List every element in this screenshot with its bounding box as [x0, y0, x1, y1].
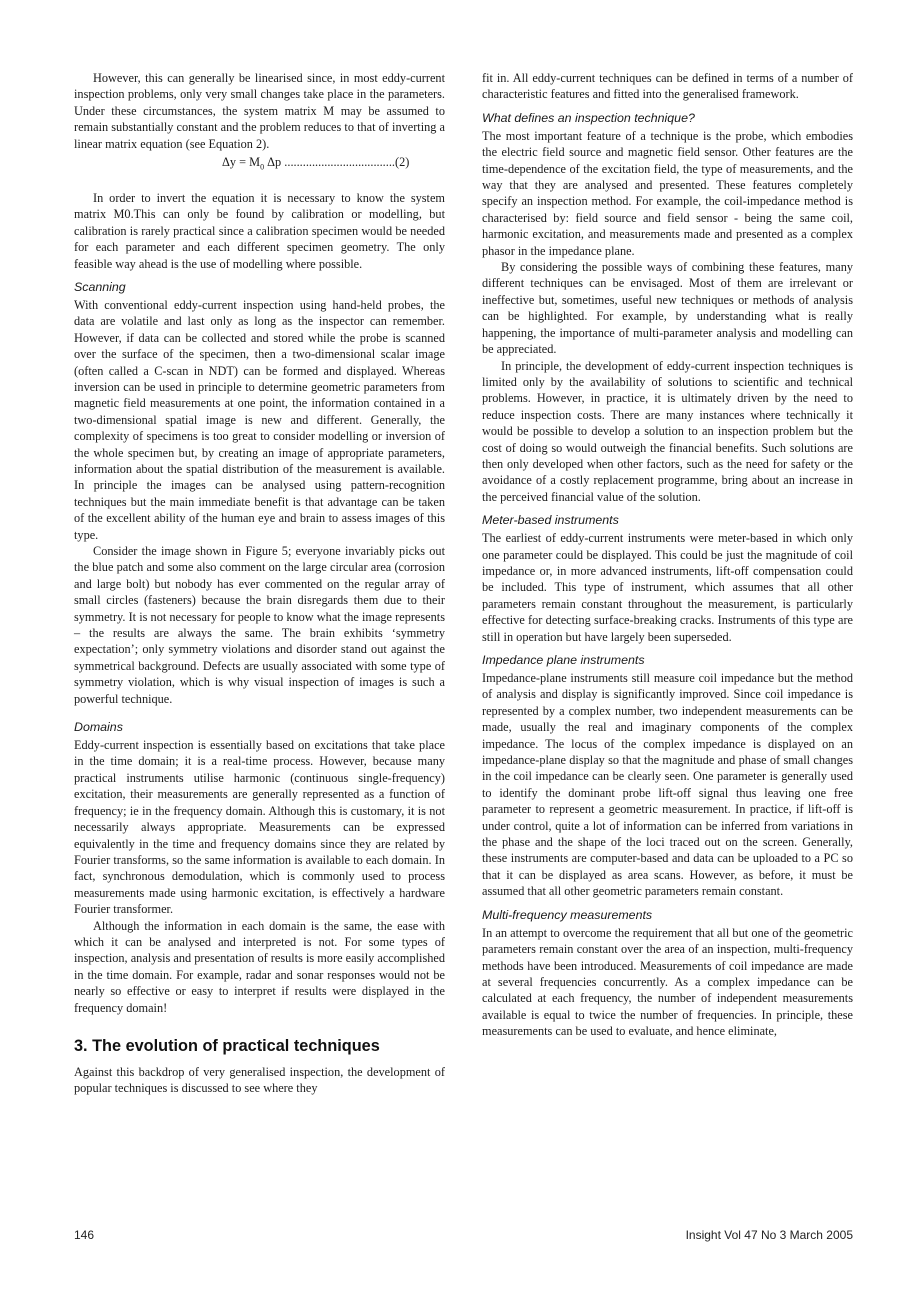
equation-subscript: 0 — [260, 162, 265, 172]
journal-citation: Insight Vol 47 No 3 March 2005 — [685, 1228, 853, 1242]
equation-body-right: Δp — [264, 155, 282, 170]
equation-2 — [74, 154, 445, 176]
subheading-what-defines: What defines an inspection technique? — [482, 110, 695, 125]
paragraph: The earliest of eddy-current instruments were meter-based in which only one parameter could be displayed. This could be just the magnitude of coil impedance or, in more advanced instruments, lift-off compensation could be included. This type of instrument, which assumes that all other parameters remain constant throughout the measurement, is particularly effective for detecting surface-breaking cracks. Instruments of this type are still in operation but have largely been superseded. — [482, 531, 853, 644]
paragraph: In order to invert the equation it is necessary to know the system matrix M0.This can only be found by calibration or modelling, but calibration is rarely practical since a calibration specimen would be needed for each parameter and each different specimen geometry. The only feasible way ahead is the use of modelling where possible. — [74, 190, 445, 271]
paragraph: The most important feature of a technique is the probe, which embodies the electric field source and magnetic field sensor. Other features are the time-dependence of the excitation field, the type of measurements, and the way that they are analysed and presented. These features completely specify an inspection method. For example, the coil-impedance method is characterised by: field source and field sensor - being the same coil, harmonic excitation, and measurements made and presented as a complex phasor in the impedance plane. — [482, 128, 853, 258]
equation-number: ....................................(2) — [284, 155, 410, 170]
paragraph: Impedance-plane instruments still measure coil impedance but the method of analysis and display is significantly improved. Since coil impedance is represented by a complex number, two independent measurements can be made, usually the real and imaginary components of the complex impedance. The locus of the complex impedance is displayed on an impedance-plane display so that the magnitude and phase of small changes in the coil impedance can be clearly seen. One parameter is generally used to identify the dominant probe lift-off signal thus leaving one free parameter to represent a geometric measurement. In practice, if lift-off is under control, quite a lot of information can be inferred from variations in the phase and the shape of the loci traced out on the screen. Generally, these instruments are computer-based and data can be uploaded to a PC so that it can be displayed as area scans. However, as before, it must be assumed that all other geometric parameters remain constant. — [482, 671, 853, 899]
paragraph: Against this backdrop of very generalised inspection, the development of popular techniques is discussed to see where they — [74, 1064, 445, 1096]
paragraph: Consider the image shown in Figure 5; everyone invariably picks out the blue patch and some also comment on the large circular area (corrosion and large bolt) but nobody has ever commented on the regular array of small circles (fasteners) because the brain disregards them due to their symmetry. It is not necessary for people to know what the image represents – the results are always the same. The brain exhibits ‘symmetry expectation’; only symmetry violations and disorder stand out against the symmetrical background. Defects are usually associated with some type of symmetry violation, which is why visual inspection of images is such a powerful technique. — [74, 544, 445, 706]
subheading-meter-based: Meter-based instruments — [482, 513, 619, 528]
paragraph: With conventional eddy-current inspection using hand-held probes, the data are volatile and last only as long as the inspector can remember. However, if data can be collected and stored while the probe is scanned over the surface of the specimen, then a two-dimensional scalar image (often called a C-scan in NDT) can be formed and displayed. Whereas inversion can be used in principle to determine geometric parameters from magnetic field measurements at one point, the information contained in a two-dimensional spatial image is new and different. Generally, the complexity of specimens is too great to consider modelling or inversion of the whole specimen but, by creating an image of appropriate parameters, information about the spatial distribution of the measurement is available. In principle the images can be analysed using pattern-recognition techniques but the main immediate benefit is that advantage can be taken of the excellent ability of the human eye and brain to assess images of this type. — [74, 297, 445, 542]
paragraph: In principle, the development of eddy-current inspection techniques is limited only by the availability of solutions to scientific and technical problems. However, in practice, it is ultimately driven by the need to reduce inspection costs. There are many instances where technically it would be possible to develop a solution to an inspection problem but the cost of doing so would outweigh the financial benefits. Such solutions are then only developed when other factors, such as the need for safety or the avoidance of a costly replacement programme, bring about an increase in the perceived financial value of the solution. — [482, 358, 853, 504]
paragraph: However, this can generally be linearised since, in most eddy-current inspection problems, only very small changes take place in the parameters. Under these circumstances, the system matrix M may be assumed to remain substantially constant and the problem reduces to that of inverting a linear matrix equation (see Equation 2). — [74, 71, 445, 151]
paragraph: fit in. All eddy-current techniques can be defined in terms of a number of characteristic features and fitted into the generalised framework. — [482, 71, 853, 102]
paragraph: In an attempt to overcome the requirement that all but one of the geometric parameters remain constant over the area of an inspection, multi-frequency methods have been introduced. Measurements of coil impedance are made at several frequencies concurrently. As a complex impedance can be calculated at each frequency, the number of independent measurements available is equal to twice the number of frequencies. In principle, these measurements can be used to evaluate, and hence eliminate, — [482, 925, 853, 1039]
page-number: 146 — [74, 1228, 95, 1242]
right-column — [482, 70, 853, 1040]
subheading-impedance-plane: Impedance plane instruments — [482, 653, 645, 667]
paragraph: Eddy-current inspection is essentially based on excitations that take place in the time domain; it is a real-time process. However, because many practical instruments utilise harmonic (continuous single-frequency) excitation, their measurements are generally represented as a function of frequency; ie in the frequency domain. Although this is customary, it is not necessarily always appropriate. Measurements can be expressed equivalently in the time and frequency domains since they are related by Fourier transforms, so the same information is available to each domain. In fact, synchronous demodulation, which is commonly used to process measurements made using harmonic excitation, is effectively a hardware Fourier transformer. — [74, 738, 445, 917]
subheading-domains: Domains — [74, 720, 123, 735]
subheading-multi-frequency: Multi-frequency measurements — [482, 907, 653, 922]
section-heading: 3. The evolution of practical techniques — [74, 1036, 380, 1055]
paragraph: Although the information in each domain is the same, the ease with which it can be analysed and interpreted is not. For some types of inspection, analysis and presentation of results is more easily accomplished in the time domain. For example, radar and sonar responses would not be nearly so effective or easy to interpret if results were displayed in the frequency domain! — [74, 918, 445, 1015]
paragraph: By considering the possible ways of combining these features, many different techniques can be envisaged. Most of them are irrelevant or ineffective but, sometimes, useful new techniques or methods of analysis can be highlighted. For example, by understanding what is really happening, the importance of multi-parameter analysis and modelling can be appreciated. — [482, 260, 853, 357]
left-column — [74, 70, 445, 1097]
subheading-scanning: Scanning — [74, 279, 126, 294]
equation-body: Δy = M — [222, 155, 261, 170]
